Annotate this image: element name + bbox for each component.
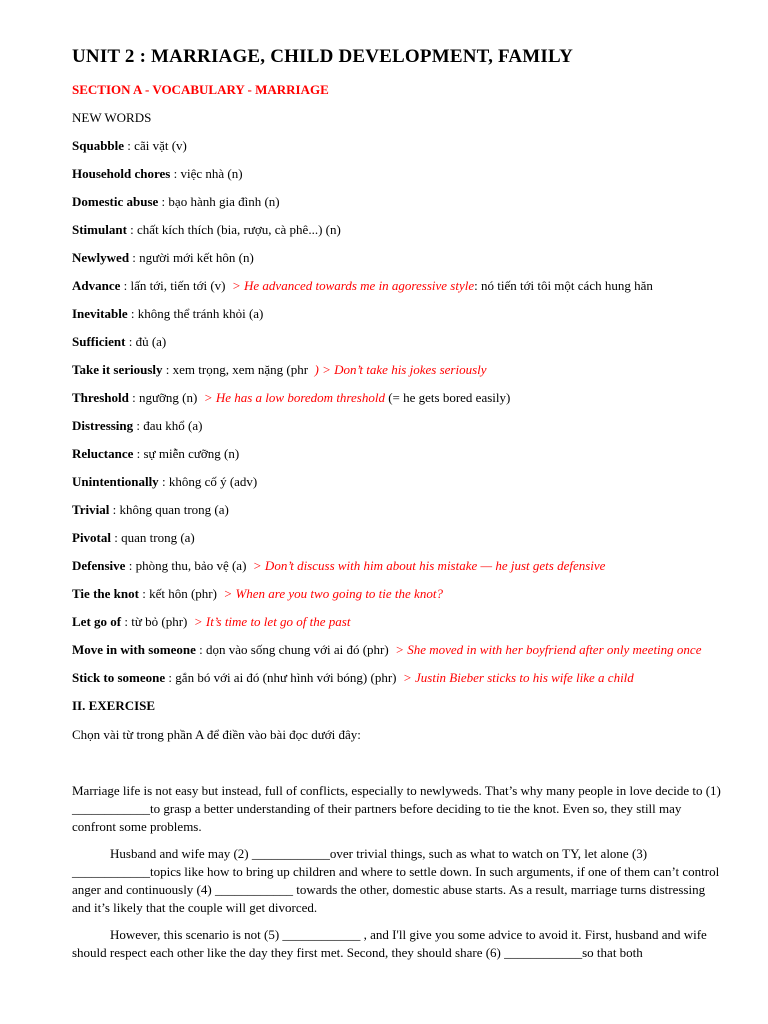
vocab-meaning: quan trong (a): [121, 530, 195, 545]
vocab-term: Inevitable: [72, 306, 128, 321]
vocab-item: [72, 670, 701, 698]
vocab-separator: :: [195, 642, 206, 657]
vocab-term: Trivial: [72, 502, 110, 517]
vocab-item: [72, 306, 701, 334]
vocab-item: [72, 474, 701, 502]
exercise-instruction: Chọn vài từ trong phần A để điền vào bài đọc dưới đây:: [72, 727, 361, 742]
vocab-note: (= he gets bored easily): [384, 390, 511, 405]
vocab-term: Advance: [72, 278, 121, 293]
passage-paragraph-3: However, this scenario is not (5) ____________ , and I'll give you some advice to avoid it. First, husband and wife should respect each other like the day they first met. Second, they should share (6) ____________so that both: [72, 927, 707, 960]
vocab-term: Defensive: [72, 558, 126, 573]
vocab-separator: :: [127, 306, 138, 321]
vocab-meaning: gắn bó với ai đó (như hình với bóng) (phr): [175, 670, 397, 685]
vocab-example: > He has a low boredom threshold: [203, 390, 385, 405]
vocab-term: Domestic abuse: [72, 194, 159, 209]
vocab-separator: :: [125, 558, 136, 573]
exercise-heading: II. EXERCISE: [72, 698, 156, 713]
vocab-meaning: không cố ý (adv): [168, 474, 258, 489]
vocab-separator: :: [138, 586, 150, 601]
vocab-separator: :: [133, 446, 144, 461]
vocab-term: Threshold: [72, 390, 129, 405]
vocab-example: > It’s time to let go of the past: [193, 614, 351, 629]
vocab-meaning: lấn tới, tiến tới (v): [130, 278, 226, 293]
vocab-term: Household chores: [72, 166, 171, 181]
vocab-item: [72, 530, 701, 558]
vocab-term: Unintentionally: [72, 474, 159, 489]
vocab-item: [72, 502, 701, 530]
vocab-separator: :: [129, 250, 140, 265]
section-a-heading: SECTION A - VOCABULARY - MARRIAGE: [72, 82, 329, 97]
vocab-meaning: cãi vặt (v): [134, 138, 187, 153]
vocab-term: Tie the knot: [72, 586, 139, 601]
vocab-separator: :: [170, 166, 181, 181]
vocab-term: Reluctance: [72, 446, 134, 461]
vocab-item: [72, 138, 701, 166]
vocab-item: [72, 334, 701, 362]
vocab-separator: :: [126, 222, 138, 237]
vocab-example: > He advanced towards me in agoressive style: [232, 278, 475, 293]
vocab-separator: :: [133, 418, 144, 433]
vocab-separator: :: [165, 670, 176, 685]
vocab-item: [72, 362, 701, 390]
vocab-term: Squabble: [72, 138, 125, 153]
vocab-meaning: đau khổ (a): [143, 418, 203, 433]
vocab-term: Sufficient: [72, 334, 126, 349]
vocab-term: Stimulant: [72, 222, 127, 237]
vocab-meaning: không thể tránh khỏi (a): [137, 306, 264, 321]
vocab-separator: :: [125, 334, 136, 349]
vocab-separator: :: [111, 530, 122, 545]
vocab-item: [72, 418, 701, 446]
vocab-meaning: chất kích thích (bia, rượu, cà phê...) (n): [137, 222, 341, 237]
vocab-separator: :: [109, 502, 120, 517]
passage-paragraph-2: Husband and wife may (2) ____________over trivial things, such as what to watch on TY, let alone (3) ____________topics like how to bring up children and where to settle down. In such arguments, if one of them can’t control anger and continuously (4) ____________ towards the other, domestic abuse starts. As a result, marriage turns distressing and it’s likely that the couple will get divorced.: [72, 846, 720, 915]
vocab-example: > She moved in with her boyfriend after only meeting once: [395, 642, 702, 657]
vocab-meaning: ngưỡng (n): [138, 390, 198, 405]
vocab-separator: :: [162, 362, 173, 377]
vocab-separator: :: [120, 278, 131, 293]
vocab-item: [72, 390, 701, 418]
vocab-separator: :: [121, 614, 132, 629]
vocab-term: Distressing: [72, 418, 134, 433]
vocab-item: [72, 194, 701, 222]
vocab-example: > When are you two going to tie the knot?: [223, 586, 443, 601]
vocab-term: Move in with someone: [72, 642, 196, 657]
vocab-term: Take it seriously: [72, 362, 163, 377]
vocab-example: > Justin Bieber sticks to his wife like a child: [402, 670, 634, 685]
vocabulary-list: [72, 138, 701, 698]
vocab-example: ) > Don’t take his jokes seriously: [314, 362, 487, 377]
vocab-meaning: bạo hành gia đình (n): [168, 194, 280, 209]
vocab-item: [72, 642, 701, 670]
vocab-meaning: từ bỏ (phr): [131, 614, 188, 629]
vocab-item: [72, 222, 701, 250]
vocab-meaning: phòng thu, bảo vệ (a): [135, 558, 247, 573]
vocab-item: [72, 250, 701, 278]
passage-paragraph-1: Marriage life is not easy but instead, full of conflicts, especially to newlyweds. That’s why many people in love decide to (1) ____________to grasp a better understanding of their partners before deciding to tie the knot. Even so, they still may confront some problems.: [72, 783, 721, 834]
vocab-meaning: không quan trong (a): [119, 502, 229, 517]
vocab-item: [72, 614, 701, 642]
unit-title: UNIT 2 : MARRIAGE, CHILD DEVELOPMENT, FAMILY: [72, 46, 574, 67]
vocab-separator: :: [158, 194, 169, 209]
vocab-item: [72, 278, 701, 306]
vocab-meaning: sự miễn cưỡng (n): [143, 446, 240, 461]
vocab-separator: :: [158, 474, 169, 489]
vocab-item: [72, 166, 701, 194]
vocab-item: [72, 446, 701, 474]
vocab-term: Pivotal: [72, 530, 111, 545]
vocab-term: Let go of: [72, 614, 122, 629]
vocab-term: Stick to someone: [72, 670, 166, 685]
vocab-meaning: xem trọng, xem nặng (phr: [172, 362, 309, 377]
vocab-meaning: người mới kết hôn (n): [139, 250, 254, 265]
vocab-meaning: việc nhà (n): [180, 166, 243, 181]
vocab-meaning: kết hôn (phr): [149, 586, 217, 601]
vocab-meaning: đủ (a): [135, 334, 167, 349]
vocab-item: [72, 558, 701, 586]
vocab-item: [72, 586, 701, 614]
vocab-term: Newlywed: [72, 250, 130, 265]
new-words-heading: NEW WORDS: [72, 110, 152, 125]
vocab-example: > Don’t discuss with him about his mistake — he just gets defensive: [252, 558, 606, 573]
vocab-meaning: dọn vào sống chung với ai đó (phr): [205, 642, 389, 657]
vocab-separator: :: [128, 390, 139, 405]
vocab-separator: :: [124, 138, 135, 153]
vocab-note: : nó tiến tới tôi một cách hung hăn: [474, 278, 653, 293]
